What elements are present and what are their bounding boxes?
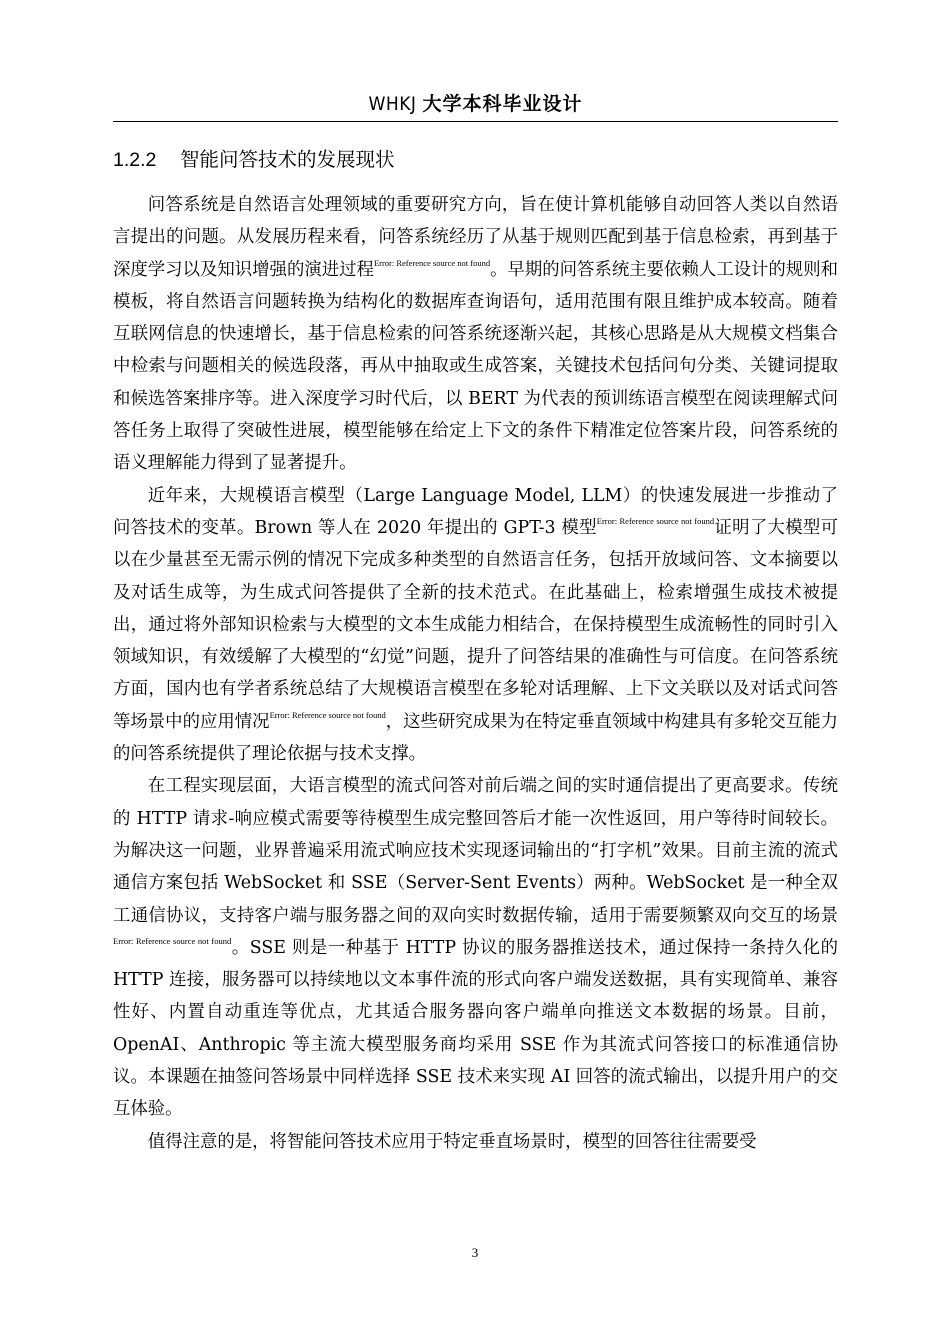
section-number: 1.2.2 xyxy=(113,149,157,171)
paragraph xyxy=(113,1126,838,1158)
citation-error: Error: Reference source not found xyxy=(269,709,386,720)
paragraph-text: 。SSE 则是一种基于 HTTP 协议的服务器推送技术，通过保持一条持久化的 HTTP 连接，服务器可以持续地以文本事件流的形式向客户端发送数据，具有实现简单、兼容性好、内置自动重连等优点，尤其适合服务器向客户端单向推送文本数据的场景。目前，OpenAI、Anthropic 等主流大模型服务商均采用 SSE 作为其流式问答接口的标准通信协议。本课题在抽签问答场景中同样选择 SSE 技术来实现 AI 回答的流式输出，以提升用户的交互体验。 xyxy=(113,937,838,1120)
body-text xyxy=(113,189,838,1158)
section-heading xyxy=(113,144,395,176)
citation-error: Error: Reference source not found xyxy=(596,515,715,526)
paragraph-text: 在工程实现层面，大语言模型的流式问答对前后端之间的实时通信提出了更高要求。传统的 HTTP 请求-响应模式需要等待模型生成完整回答后才能一次性返回，用户等待时间较长。为解决这一问题，业界普遍采用流式响应技术实现逐词输出的“打字机”效果。目前主流的流式通信方案包括 WebSocket 和 SSE（Server-Sent Events）两种。WebSocket 是一种全双工通信协议，支持客户端与服务器之间的双向实时数据传输，适用于需要频繁双向交互的场景 xyxy=(113,776,838,926)
paragraph-text: 值得注意的是，将智能问答技术应用于特定垂直场景时，模型的回答往往需要受 xyxy=(147,1131,757,1152)
paragraph-text: 问答系统是自然语言处理领域的重要研究方向，旨在使计算机能够自动回答人类以自然语言提出的问题。从发展历程来看，问答系统经历了从基于规则匹配到基于信息检索，再到基于深度学习以及知识增强的演进过程 xyxy=(113,195,838,280)
paragraph xyxy=(113,480,838,771)
page-header xyxy=(113,88,838,122)
page-number: 3 xyxy=(471,1245,479,1260)
paragraph-text: 近年来，大规模语言模型（Large Language Model, LLM）的快速发展进一步推动了问答技术的变革。Brown 等人在 2020 年提出的 GPT-3 模型 xyxy=(113,485,838,538)
paragraph xyxy=(113,770,838,1125)
citation-error: Error: Reference source not found xyxy=(113,935,232,946)
citation-error: Error: Reference source not found xyxy=(373,257,491,268)
paragraph xyxy=(113,189,838,480)
paragraph-text: 证明了大模型可以在少量甚至无需示例的情况下完成多种类型的自然语言任务，包括开放域问答、文本摘要以及对话生成等，为生成式问答提供了全新的技术范式。在此基础上，检索增强生成技术被提出，通过将外部知识检索与大模型的文本生成能力相结合，在保持模型生成流畅性的同时引入领域知识，有效缓解了大模型的“幻觉”问题，提升了问答结果的准确性与可信度。在问答系统方面，国内也有学者系统总结了大规模语言模型在多轮对话理解、上下文关联以及对话式问答等场景中的应用情况 xyxy=(113,517,838,732)
header-latin: WHKJ xyxy=(368,93,417,115)
section-title: 智能问答技术的发展现状 xyxy=(180,148,395,171)
header-title: 大学本科毕业设计 xyxy=(422,93,583,115)
paragraph-text: ，这些研究成果为在特定垂直领域中构建具有多轮交互能力的问答系统提供了理论依据与技术支撑。 xyxy=(113,711,838,765)
paragraph-text: 。早期的问答系统主要依赖人工设计的规则和模板，将自然语言问题转换为结构化的数据库查询语句，适用范围有限且维护成本较高。随着互联网信息的快速增长，基于信息检索的问答系统逐渐兴起，其核心思路是从大规模文档集合中检索与问题相关的候选段落，再从中抽取或生成答案，关键技术包括问句分类、关键词提取和候选答案排序等。进入深度学习时代后，以 BERT 为代表的预训练语言模型在阅读理解式问答任务上取得了突破性进展，模型能够在给定上下文的条件下精准定位答案片段，问答系统的语义理解能力得到了显著提升。 xyxy=(113,259,838,474)
